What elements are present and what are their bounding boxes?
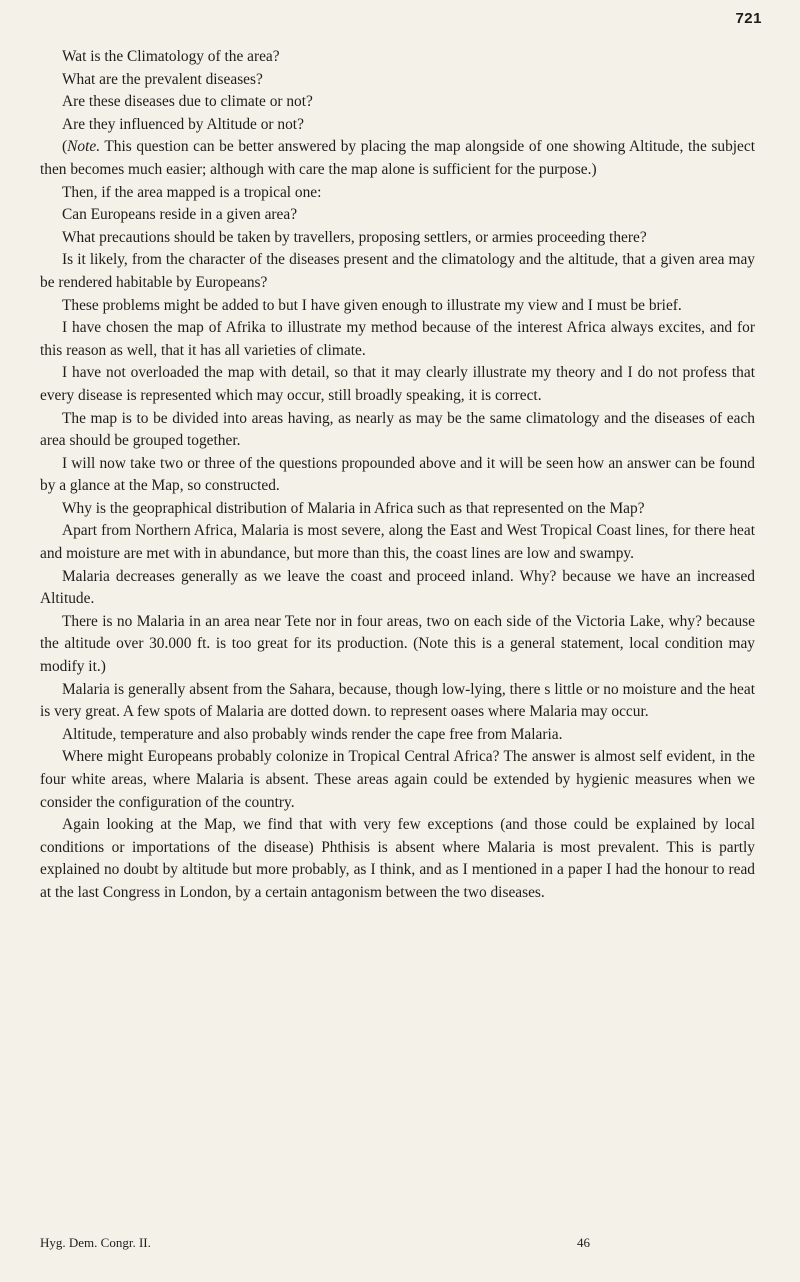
paragraph: There is no Malaria in an area near Tete nor in four areas, two on each side of the Victoria Lake, why? because the altitude over 30.000 ft. is too great for its production. (Note this is a general statement, local condition may modify it.) [40, 612, 755, 676]
paragraph: Are they influenced by Altitude or not? [62, 115, 304, 133]
paragraph: Then, if the area mapped is a tropical one: [62, 183, 322, 201]
paragraph: Malaria is generally absent from the Sahara, because, though low-lying, there s little or no moisture and the heat is very great. A few spots of Malaria are dotted down. to represent oases where Malaria may occur. [40, 680, 755, 721]
paragraph: I will now take two or three of the questions propounded above and it will be seen how an answer can be found by a glance at the Map, so constructed. [40, 454, 755, 495]
note-open-paren: ( [62, 138, 68, 156]
paragraph: These problems might be added to but I have given enough to illustrate my view and I must be brief. [62, 296, 682, 314]
paragraph: The map is to be divided into areas having, as nearly as may be the same climatology and the diseases of each area should be grouped together. [40, 409, 755, 450]
paragraph: Wat is the Climatology of the area? [62, 48, 280, 65]
footer-signature: Hyg. Dem. Congr. II. [40, 1235, 151, 1250]
paragraph: Can Europeans reside in a given area? [62, 206, 298, 224]
paragraph: Where might Europeans probably colonize in Tropical Central Africa? The answer is almost self evident, in the four white areas, where Malaria is absent. These areas again could be extended by hygienic measures when we consider the configuration of the country. [40, 748, 755, 811]
paragraph: Apart from Northern Africa, Malaria is most severe, along the East and West Tropical Coast lines, for there heat and moisture are met with in abundance, but more than this, the coast lines are low and swampy. [40, 522, 755, 563]
paragraph: What precautions should be taken by travellers, proposing settlers, or armies proceeding there? [62, 228, 647, 246]
note-paragraph [40, 136, 755, 181]
note-label: Note. [67, 138, 101, 156]
paragraph: Why is the geopraphical distribution of Malaria in Africa such as that represented on the Map? [62, 499, 645, 517]
paragraph: Altitude, temperature and also probably winds render the cape free from Malaria. [62, 725, 563, 743]
footer-sheet-number: 46 [577, 1235, 590, 1250]
paragraph: Are these diseases due to climate or not? [62, 93, 313, 111]
paragraph: Again looking at the Map, we find that with very few exceptions (and those could be explained by local conditions or importations of the disease) Phthisis is absent where Malaria is most prevalent. This is partly explained no doubt by altitude but more probably, as I think, and as I mentioned in a paper I had the honour to read at the last Congress in London, by a certain antagonism between the two diseases. [40, 816, 755, 901]
paragraph: I have not overloaded the map with detail, so that it may clearly illustrate my theory and I do not profess that every disease is represented which may occur, still broadly speaking, it is correct. [40, 364, 755, 404]
paragraph: I have chosen the map of Afrika to illustrate my method because of the interest Africa always excites, and for this reason as well, that it has all varieties of climate. [40, 319, 755, 359]
paragraph: What are the prevalent diseases? [62, 70, 263, 88]
note-text: This question can be better answered by placing the map alongside of one showing Altitude, the subject then becomes much easier; although with care the map alone is sufficient for the purpose.) [40, 138, 755, 178]
page-number: 721 [735, 10, 762, 27]
paragraph: Is it likely, from the character of the diseases present and the climatology and the altitude, that a given area may be rendered habitable by Europeans? [40, 251, 755, 291]
paragraph: Malaria decreases generally as we leave the coast and proceed inland. Why? because we have an increased Altitude. [40, 567, 755, 608]
body-text [40, 46, 755, 905]
